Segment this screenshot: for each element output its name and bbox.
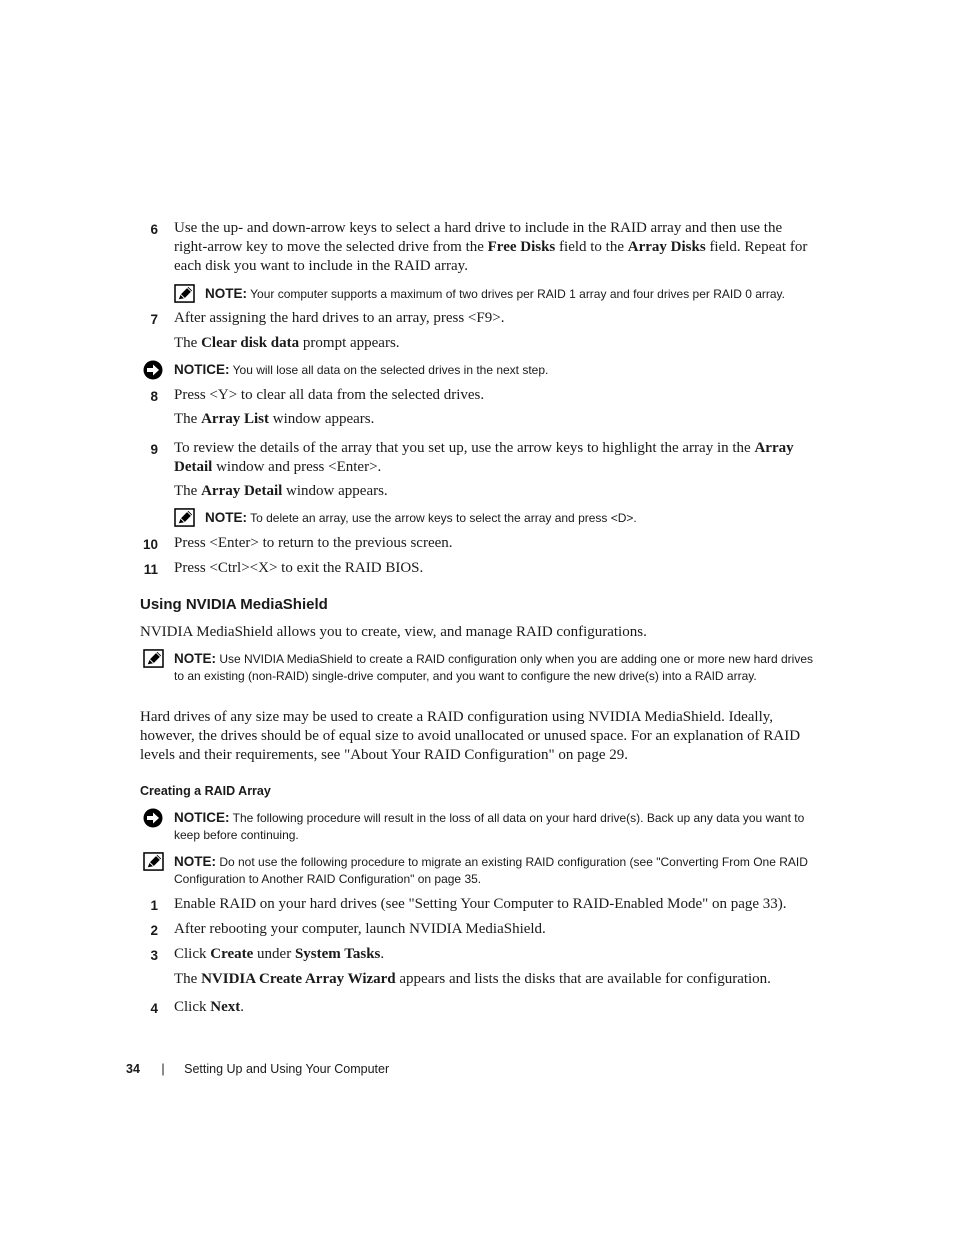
step-number: 3 xyxy=(150,948,158,963)
create-step-3-result: The NVIDIA Create Array Wizard appears and lists the disks that are available for configuration. xyxy=(174,971,771,987)
step-text: After rebooting your computer, launch NVIDIA MediaShield. xyxy=(174,921,546,937)
step-number: 9 xyxy=(150,442,158,457)
step-number: 6 xyxy=(150,222,158,237)
step-8 xyxy=(0,386,954,406)
step-9 xyxy=(0,439,954,479)
section-heading: Using NVIDIA MediaShield xyxy=(140,596,328,613)
notice-backup: NOTICE: The following procedure will result in the loss of all data on your hard drive(s). Back up any data you want to keep before continuing. xyxy=(143,809,815,844)
page-number: 34 xyxy=(126,1062,140,1076)
create-step-4 xyxy=(0,998,954,1018)
footer-title: Setting Up and Using Your Computer xyxy=(184,1062,390,1076)
array-disks-field: Array Disks xyxy=(627,239,706,255)
step-text: Press <Enter> to return to the previous screen. xyxy=(174,535,453,551)
step-text: After assigning the hard drives to an array, press <F9>. xyxy=(174,310,505,326)
subsection-heading: Creating a RAID Array xyxy=(140,784,271,798)
step-text: Enable RAID on your hard drives (see "Setting Your Computer to RAID-Enabled Mode" on page 33). xyxy=(174,896,787,912)
step-10 xyxy=(0,534,954,554)
note-delete-array: NOTE: To delete an array, use the arrow keys to select the array and press <D>. xyxy=(174,509,824,527)
step-number: 7 xyxy=(150,312,158,327)
step-text: Click Next. xyxy=(174,999,244,1015)
pencil-note-icon xyxy=(174,508,195,527)
create-step-1 xyxy=(0,895,954,915)
step-11 xyxy=(0,559,954,579)
note-no-migrate: NOTE: Do not use the following procedure to migrate an existing RAID configuration (see "Converting From One RAID Configuration to Another RAID Configuration" on page 35. xyxy=(143,853,815,888)
step-8-result: The Array List window appears. xyxy=(174,411,375,427)
note-mediashield-usage: NOTE: Use NVIDIA MediaShield to create a RAID configuration only when you are adding one or more new hard drives to an existing (non-RAID) single-drive computer, and you want to configure the new drive(s) into a RAID array. xyxy=(143,650,813,685)
create-step-2 xyxy=(0,920,954,940)
step-number: 2 xyxy=(150,923,158,938)
step-number: 10 xyxy=(142,537,158,552)
step-6 xyxy=(0,219,954,279)
pencil-note-icon xyxy=(174,284,195,303)
step-number: 8 xyxy=(150,389,158,404)
step-number: 11 xyxy=(143,562,158,577)
notice-data-loss: NOTICE: You will lose all data on the selected drives in the next step. xyxy=(143,361,823,379)
pencil-note-icon xyxy=(143,852,164,871)
step-text: Use the up- and down-arrow keys to select a hard drive to include in the RAID array and then use the right-arrow key to move the selected drive from the Free Disks field to the Array Disks field. Repeat for each disk you want to include in the RAID array. xyxy=(174,220,808,274)
arrow-notice-icon xyxy=(143,360,163,380)
step-number: 1 xyxy=(150,898,158,913)
step-text: Press <Y> to clear all data from the selected drives. xyxy=(174,387,485,403)
footer-separator: | xyxy=(161,1062,165,1076)
pencil-note-icon xyxy=(143,649,164,668)
step-text: Press <Ctrl><X> to exit the RAID BIOS. xyxy=(174,560,424,576)
step-7-result: The Clear disk data prompt appears. xyxy=(174,335,400,351)
step-text: Click Create under System Tasks. xyxy=(174,946,385,962)
step-text: To review the details of the array that you set up, use the arrow keys to highlight the array in the Array Detail window and press <Enter>. xyxy=(174,440,794,475)
note-max-drives: NOTE: Your computer supports a maximum of two drives per RAID 1 array and four drives per RAID 0 array. xyxy=(174,285,824,303)
footer xyxy=(126,1062,526,1076)
step-9-result: The Array Detail window appears. xyxy=(174,483,388,499)
free-disks-field: Free Disks xyxy=(487,239,556,255)
step-number: 4 xyxy=(150,1001,158,1016)
section-body: Hard drives of any size may be used to create a RAID configuration using NVIDIA MediaShield. Ideally, however, the drives should be of equal size to avoid unallocated or unused space. For an explanation of RAID levels and their requirements, see "About Your RAID Configuration" on page 29. xyxy=(140,709,801,763)
arrow-notice-icon xyxy=(143,808,163,828)
step-7 xyxy=(0,309,954,329)
create-step-3 xyxy=(0,945,954,965)
section-intro: NVIDIA MediaShield allows you to create, view, and manage RAID configurations. xyxy=(140,624,647,640)
